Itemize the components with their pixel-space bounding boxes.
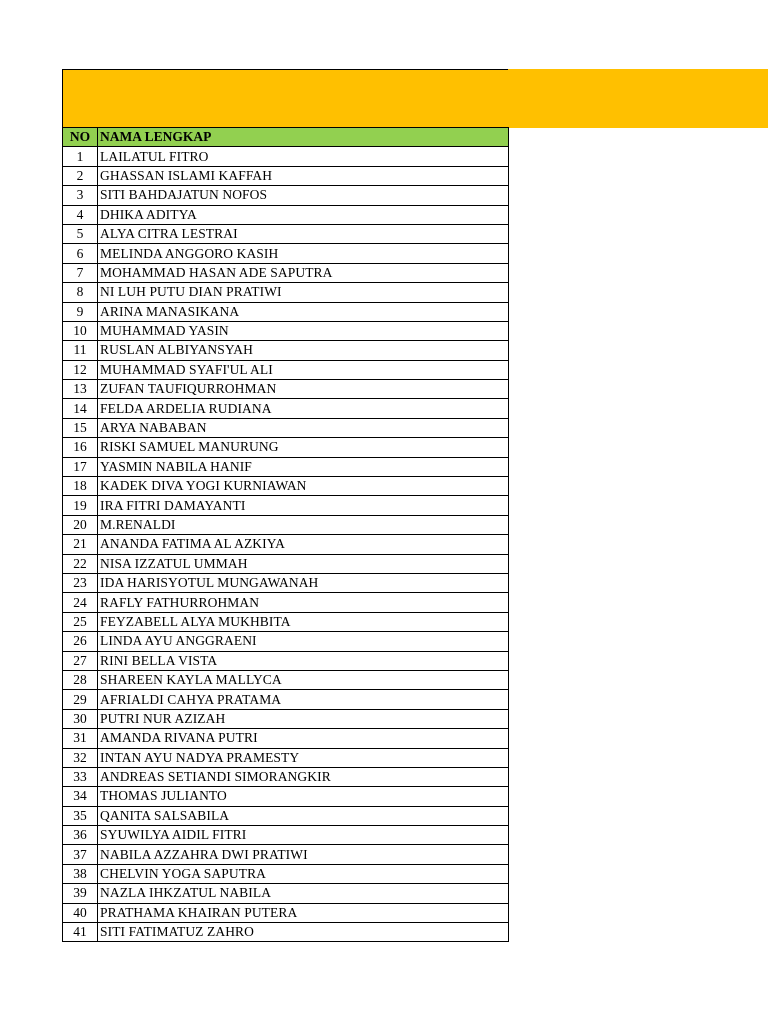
full-name-cell: IDA HARISYOTUL MUNGAWANAH xyxy=(98,573,509,592)
row-number-cell: 23 xyxy=(63,573,98,592)
table-row xyxy=(63,457,509,476)
table-row xyxy=(63,729,509,748)
full-name-cell: NI LUH PUTU DIAN PRATIWI xyxy=(98,283,509,302)
row-number-cell: 11 xyxy=(63,341,98,360)
full-name-cell: ARYA NABABAN xyxy=(98,418,509,437)
table-row xyxy=(63,670,509,689)
full-name-cell: RAFLY FATHURROHMAN xyxy=(98,593,509,612)
table-row xyxy=(63,690,509,709)
row-number-cell: 6 xyxy=(63,244,98,263)
full-name-cell: ZUFAN TAUFIQURROHMAN xyxy=(98,380,509,399)
full-name-cell: MUHAMMAD YASIN xyxy=(98,321,509,340)
table-row xyxy=(63,283,509,302)
row-number-cell: 10 xyxy=(63,321,98,340)
row-number-cell: 27 xyxy=(63,651,98,670)
table-row xyxy=(63,787,509,806)
full-name-cell: MOHAMMAD HASAN ADE SAPUTRA xyxy=(98,263,509,282)
full-name-cell: ANANDA FATIMA AL AZKIYA xyxy=(98,535,509,554)
full-name-cell: PRATHAMA KHAIRAN PUTERA xyxy=(98,903,509,922)
table-row xyxy=(63,709,509,728)
full-name-cell: CHELVIN YOGA SAPUTRA xyxy=(98,864,509,883)
table-row xyxy=(63,573,509,592)
row-number-cell: 20 xyxy=(63,515,98,534)
full-name-cell: NABILA AZZAHRA DWI PRATIWI xyxy=(98,845,509,864)
table-row xyxy=(63,244,509,263)
table-row xyxy=(63,477,509,496)
column-header-name: NAMA LENGKAP xyxy=(98,128,509,147)
full-name-cell: ARINA MANASIKANA xyxy=(98,302,509,321)
table-row xyxy=(63,826,509,845)
full-name-cell: SHAREEN KAYLA MALLYCA xyxy=(98,670,509,689)
row-number-cell: 7 xyxy=(63,263,98,282)
table-row xyxy=(63,612,509,631)
table-row xyxy=(63,845,509,864)
row-number-cell: 41 xyxy=(63,923,98,942)
full-name-cell: M.RENALDI xyxy=(98,515,509,534)
row-number-cell: 3 xyxy=(63,186,98,205)
banner-left-border xyxy=(62,69,63,128)
full-name-cell: ANDREAS SETIANDI SIMORANGKIR xyxy=(98,767,509,786)
row-number-cell: 17 xyxy=(63,457,98,476)
row-number-cell: 1 xyxy=(63,147,98,166)
full-name-cell: RISKI SAMUEL MANURUNG xyxy=(98,438,509,457)
full-name-cell: INTAN AYU NADYA PRAMESTY xyxy=(98,748,509,767)
row-number-cell: 28 xyxy=(63,670,98,689)
row-number-cell: 2 xyxy=(63,166,98,185)
full-name-cell: LAILATUL FITRO xyxy=(98,147,509,166)
full-name-cell: PUTRI NUR AZIZAH xyxy=(98,709,509,728)
full-name-cell: NAZLA IHKZATUL NABILA xyxy=(98,884,509,903)
full-name-cell: SITI FATIMATUZ ZAHRO xyxy=(98,923,509,942)
table-row xyxy=(63,632,509,651)
full-name-cell: SYUWILYA AIDIL FITRI xyxy=(98,826,509,845)
table-row xyxy=(63,651,509,670)
row-number-cell: 18 xyxy=(63,477,98,496)
table-row xyxy=(63,263,509,282)
table-row xyxy=(63,767,509,786)
table-row xyxy=(63,806,509,825)
full-name-cell: MELINDA ANGGORO KASIH xyxy=(98,244,509,263)
header-row xyxy=(63,128,509,147)
row-number-cell: 9 xyxy=(63,302,98,321)
row-number-cell: 30 xyxy=(63,709,98,728)
row-number-cell: 19 xyxy=(63,496,98,515)
full-name-cell: KADEK DIVA YOGI KURNIAWAN xyxy=(98,477,509,496)
full-name-cell: MUHAMMAD SYAFI'UL ALI xyxy=(98,360,509,379)
table-row xyxy=(63,593,509,612)
row-number-cell: 31 xyxy=(63,729,98,748)
full-name-cell: SITI BAHDAJATUN NOFOS xyxy=(98,186,509,205)
row-number-cell: 21 xyxy=(63,535,98,554)
full-name-cell: LINDA AYU ANGGRAENI xyxy=(98,632,509,651)
table-row xyxy=(63,438,509,457)
full-name-cell: FELDA ARDELIA RUDIANA xyxy=(98,399,509,418)
row-number-cell: 34 xyxy=(63,787,98,806)
table-row xyxy=(63,884,509,903)
row-number-cell: 8 xyxy=(63,283,98,302)
row-number-cell: 12 xyxy=(63,360,98,379)
full-name-cell: QANITA SALSABILA xyxy=(98,806,509,825)
row-number-cell: 16 xyxy=(63,438,98,457)
column-header-no: NO xyxy=(63,128,98,147)
table-row xyxy=(63,864,509,883)
row-number-cell: 24 xyxy=(63,593,98,612)
full-name-cell: THOMAS JULIANTO xyxy=(98,787,509,806)
student-roster-table xyxy=(62,127,509,942)
full-name-cell: ALYA CITRA LESTRAI xyxy=(98,224,509,243)
full-name-cell: YASMIN NABILA HANIF xyxy=(98,457,509,476)
table-row xyxy=(63,341,509,360)
row-number-cell: 5 xyxy=(63,224,98,243)
row-number-cell: 33 xyxy=(63,767,98,786)
table-row xyxy=(63,903,509,922)
table-row xyxy=(63,147,509,166)
row-number-cell: 4 xyxy=(63,205,98,224)
full-name-cell: IRA FITRI DAMAYANTI xyxy=(98,496,509,515)
table-row xyxy=(63,321,509,340)
row-number-cell: 29 xyxy=(63,690,98,709)
full-name-cell: DHIKA ADITYA xyxy=(98,205,509,224)
row-number-cell: 15 xyxy=(63,418,98,437)
table-row xyxy=(63,380,509,399)
row-number-cell: 13 xyxy=(63,380,98,399)
table-row xyxy=(63,360,509,379)
table-row xyxy=(63,205,509,224)
row-number-cell: 25 xyxy=(63,612,98,631)
roster-body xyxy=(63,147,509,942)
table-row xyxy=(63,748,509,767)
full-name-cell: AFRIALDI CAHYA PRATAMA xyxy=(98,690,509,709)
row-number-cell: 26 xyxy=(63,632,98,651)
row-number-cell: 32 xyxy=(63,748,98,767)
table-row xyxy=(63,399,509,418)
full-name-cell: RINI BELLA VISTA xyxy=(98,651,509,670)
table-row xyxy=(63,166,509,185)
row-number-cell: 22 xyxy=(63,554,98,573)
full-name-cell: RUSLAN ALBIYANSYAH xyxy=(98,341,509,360)
row-number-cell: 40 xyxy=(63,903,98,922)
full-name-cell: AMANDA RIVANA PUTRI xyxy=(98,729,509,748)
table-row xyxy=(63,186,509,205)
table-row xyxy=(63,302,509,321)
full-name-cell: GHASSAN ISLAMI KAFFAH xyxy=(98,166,509,185)
title-banner xyxy=(62,69,768,128)
table-row xyxy=(63,418,509,437)
table-row xyxy=(63,535,509,554)
table-row xyxy=(63,923,509,942)
row-number-cell: 37 xyxy=(63,845,98,864)
row-number-cell: 39 xyxy=(63,884,98,903)
table-row xyxy=(63,515,509,534)
table-row xyxy=(63,496,509,515)
row-number-cell: 35 xyxy=(63,806,98,825)
row-number-cell: 38 xyxy=(63,864,98,883)
row-number-cell: 36 xyxy=(63,826,98,845)
row-number-cell: 14 xyxy=(63,399,98,418)
table-row xyxy=(63,224,509,243)
full-name-cell: FEYZABELL ALYA MUKHBITA xyxy=(98,612,509,631)
banner-top-border xyxy=(62,69,508,70)
table-row xyxy=(63,554,509,573)
full-name-cell: NISA IZZATUL UMMAH xyxy=(98,554,509,573)
